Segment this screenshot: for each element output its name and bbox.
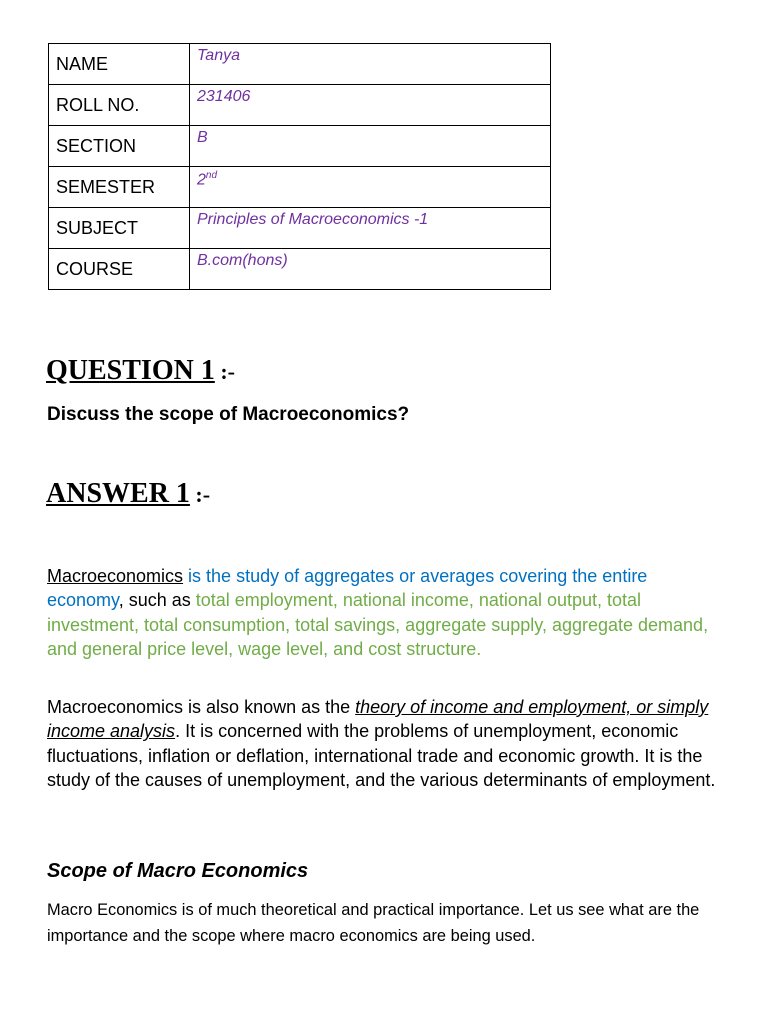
semester-label: SEMESTER [49, 167, 190, 208]
theory-emphasis: theory of income and employment, or simply income analysis [47, 697, 709, 742]
answer-paragraph-theory [47, 695, 727, 792]
scope-paragraph: Macro Economics is of much theoretical and practical importance. Let us see what are the importance and the scope where macro economics are being used. [47, 901, 700, 945]
question-heading [46, 355, 235, 387]
roll-no-value: 231406 [190, 85, 551, 126]
answer-heading [46, 478, 210, 510]
table-row [49, 85, 551, 126]
answer-paragraph-definition [47, 564, 727, 661]
semester-number: 2 [197, 171, 206, 189]
answer-heading-suffix: :- [189, 482, 211, 507]
subject-label: SUBJECT [49, 208, 190, 249]
table-row [49, 126, 551, 167]
section-label: SECTION [49, 126, 190, 167]
question-heading-text: QUESTION 1 [46, 355, 215, 386]
name-value: Tanya [190, 44, 551, 85]
scope-heading: Scope of Macro Economics [47, 860, 309, 882]
question-text: Discuss the scope of Macroeconomics? [47, 404, 410, 425]
section-value: B [190, 126, 551, 167]
question-heading-suffix: :- [214, 359, 235, 384]
roll-no-label: ROLL NO. [49, 85, 190, 126]
definition-connector: , such as [118, 590, 196, 611]
macroeconomics-term: Macroeconomics [47, 566, 184, 586]
table-row [49, 249, 551, 290]
theory-rest: . It is concerned with the problems of unemployment, economic fluctuations, inflation or deflation, international trade and economic growth. It is the study of the causes of unemployment, and the various determinants of employment. [47, 721, 716, 790]
answer-heading-text: ANSWER 1 [46, 478, 190, 509]
semester-ordinal-suffix: nd [205, 170, 218, 181]
subject-value: Principles of Macroeconomics -1 [190, 208, 551, 249]
student-info-table [48, 43, 551, 290]
table-row [49, 44, 551, 85]
course-label: COURSE [49, 249, 190, 290]
course-value: B.com(hons) [190, 249, 551, 290]
macroeconomics-definition: is the study of aggregates or averages covering the entire economy [47, 566, 648, 611]
aggregate-examples: total employment, national income, national output, total investment, total consumption, total savings, aggregate supply, aggregate demand, and general price level, wage level, and cost structure. [47, 590, 709, 659]
theory-lead: Macroeconomics is also known as the [47, 697, 356, 717]
table-row [49, 208, 551, 249]
table-row [49, 167, 551, 208]
semester-value [190, 167, 551, 208]
name-label: NAME [49, 44, 190, 85]
